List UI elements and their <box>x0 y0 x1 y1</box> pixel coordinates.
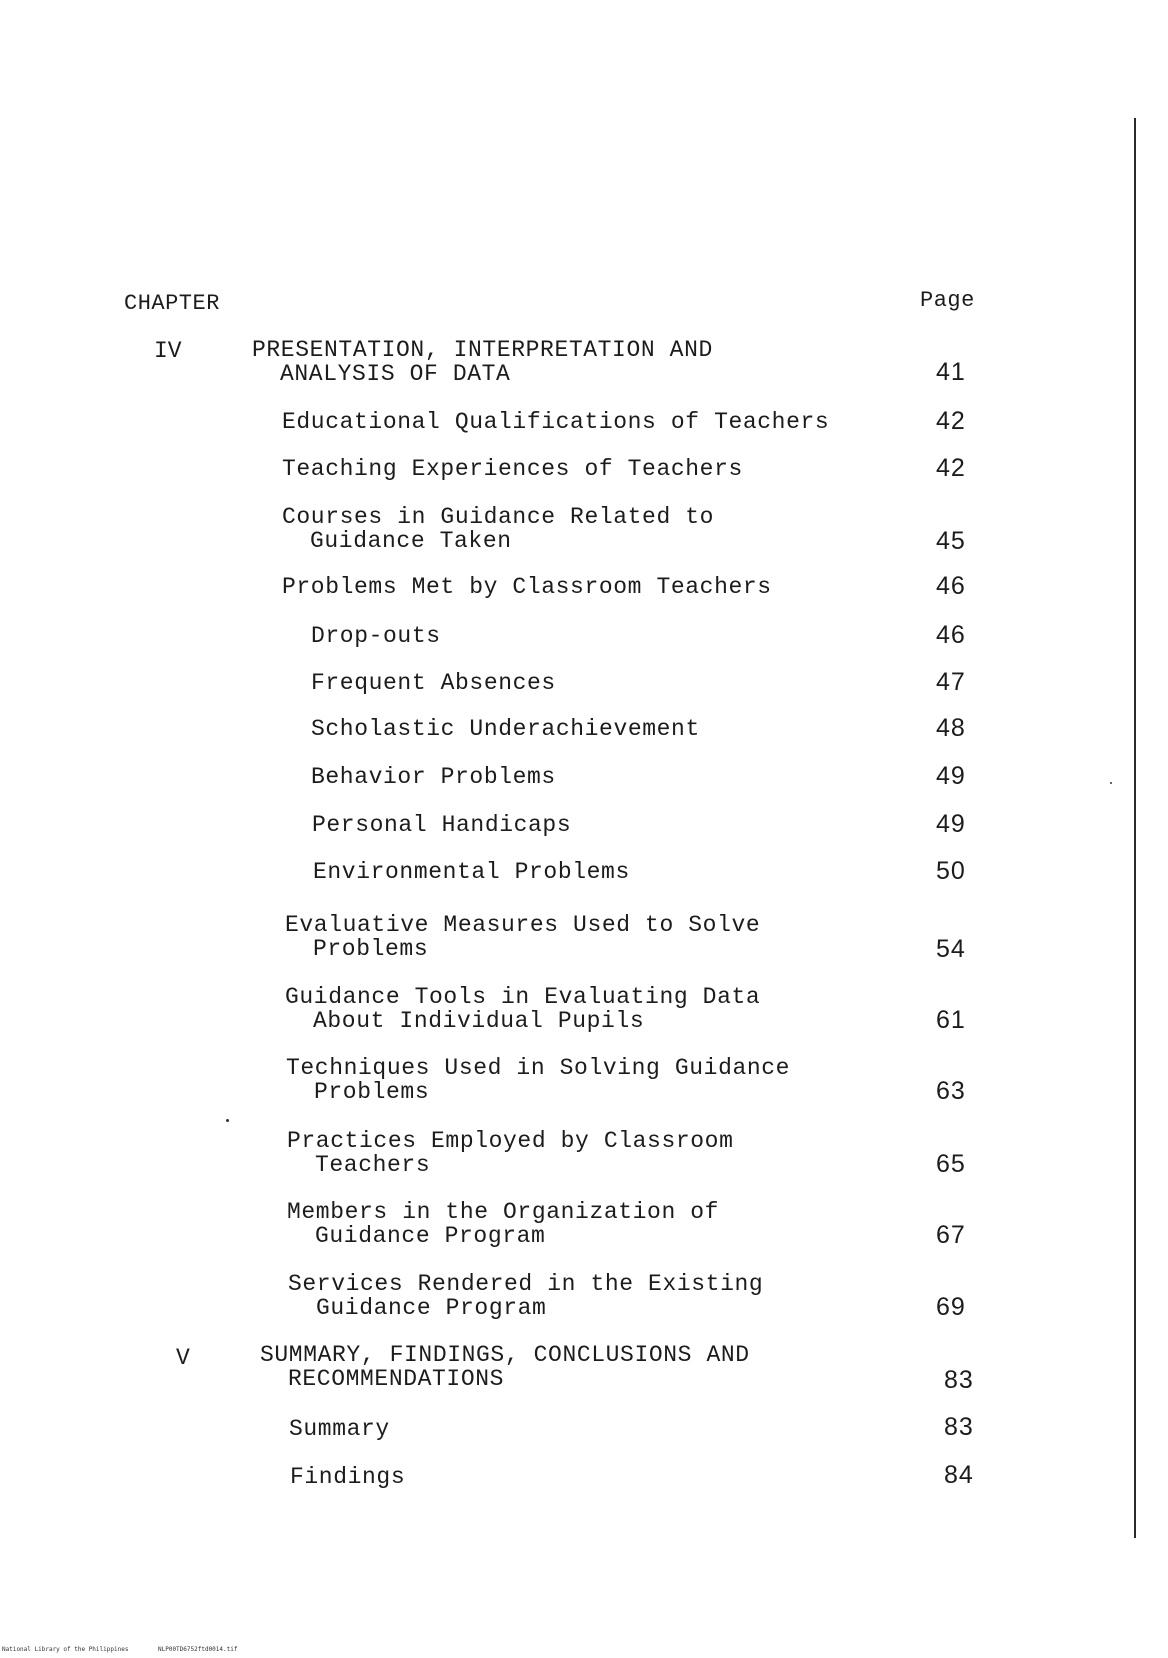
toc-entry-page: 65 <box>936 1150 966 1178</box>
toc-entry-title: Services Rendered in the Existing <box>288 1271 764 1297</box>
toc-entry-title: Teaching Experiences of Teachers <box>282 456 743 482</box>
toc-entry-page: 49 <box>936 762 966 790</box>
toc-entry-title: Findings <box>290 1464 406 1490</box>
toc-entry-page: 63 <box>936 1077 966 1105</box>
scan-footer-library: National Library of the Philippines <box>2 1646 129 1653</box>
scan-speck <box>226 1119 229 1122</box>
toc-entry-title: Summary <box>289 1416 390 1442</box>
toc-entry-page: 50 <box>936 857 966 885</box>
toc-entry-title: Personal Handicaps <box>312 812 572 838</box>
toc-entry-page: 61 <box>936 1006 966 1034</box>
toc-entry-title: Evaluative Measures Used to Solve <box>285 912 761 938</box>
chapter-title <box>252 338 713 386</box>
chapter-page-number: 41 <box>936 358 966 386</box>
toc-entry <box>285 985 760 1033</box>
toc-entry-title: Problems <box>314 1079 430 1105</box>
toc-entry-page: 46 <box>936 621 966 649</box>
toc-entry <box>282 410 829 434</box>
toc-entry-title: Frequent Absences <box>311 670 556 696</box>
chapter-title-line: ANALYSIS OF DATA <box>280 361 511 387</box>
chapter-title <box>260 1343 750 1391</box>
toc-entry-page: 42 <box>936 407 966 435</box>
toc-entry-title: Members in the Organization of <box>287 1199 720 1225</box>
chapter-page-number: 83 <box>944 1366 974 1394</box>
toc-entry <box>282 575 772 599</box>
toc-entry-title: Drop-outs <box>311 623 441 649</box>
toc-entry-page: 83 <box>944 1413 974 1441</box>
toc-subentry <box>311 717 700 741</box>
toc-subentry <box>311 624 441 648</box>
toc-entry-page: 45 <box>936 527 966 555</box>
scan-speck <box>1110 782 1112 784</box>
toc-subentry <box>311 671 556 695</box>
toc-entry <box>290 1465 405 1489</box>
toc-entry-title: Guidance Taken <box>310 528 512 554</box>
toc-subentry <box>312 813 571 837</box>
toc-entry <box>282 457 743 481</box>
toc-entry <box>286 1056 790 1104</box>
scan-footer-file: NLP00TD6752ftd0014.tif <box>158 1646 238 1653</box>
toc-subentry <box>313 860 630 884</box>
toc-entry-title: Teachers <box>315 1152 431 1178</box>
chapter-title-line: PRESENTATION, INTERPRETATION AND <box>252 337 713 363</box>
toc-entry-title: Behavior Problems <box>311 764 556 790</box>
toc-entry-title: Problems <box>313 936 429 962</box>
toc-entry-title: Guidance Program <box>315 1223 546 1249</box>
toc-entry-page: 67 <box>936 1221 966 1249</box>
toc-entry-title: Guidance Tools in Evaluating Data <box>285 984 761 1010</box>
toc-entry <box>287 1200 719 1248</box>
toc-entry-page: 48 <box>936 714 966 742</box>
toc-entry-title: Environmental Problems <box>313 859 630 885</box>
toc-entry-page: 84 <box>944 1461 974 1489</box>
toc-entry <box>282 505 714 553</box>
chapter-column-header: CHAPTER <box>124 291 220 316</box>
toc-entry-title: Techniques Used in Solving Guidance <box>286 1055 791 1081</box>
toc-entry-title: Guidance Program <box>316 1295 547 1321</box>
toc-entry <box>285 913 760 961</box>
toc-entry <box>288 1272 763 1320</box>
toc-entry-page: 54 <box>936 935 966 963</box>
toc-entry <box>287 1129 733 1177</box>
page-column-header: Page <box>920 288 975 313</box>
toc-entry-title: Practices Employed by Classroom <box>287 1128 734 1154</box>
toc-entry-title: Scholastic Underachievement <box>311 716 700 742</box>
chapter-title-line: RECOMMENDATIONS <box>288 1366 505 1392</box>
toc-entry-title: Courses in Guidance Related to <box>282 504 715 530</box>
chapter-number: IV <box>154 338 182 364</box>
toc-entry-title: Educational Qualifications of Teachers <box>282 409 830 435</box>
toc-entry-page: 46 <box>936 572 966 600</box>
chapter-number: V <box>176 1345 190 1371</box>
toc-entry-page: 69 <box>936 1293 966 1321</box>
toc-entry <box>289 1417 390 1441</box>
page-edge-rule <box>1134 118 1136 1538</box>
toc-entry-title: About Individual Pupils <box>313 1008 645 1034</box>
toc-entry-page: 42 <box>936 454 966 482</box>
toc-entry-page: 47 <box>936 668 966 696</box>
toc-subentry <box>311 765 556 789</box>
chapter-title-line: SUMMARY, FINDINGS, CONCLUSIONS AND <box>260 1342 750 1368</box>
toc-entry-title: Problems Met by Classroom Teachers <box>282 574 772 600</box>
toc-entry-page: 49 <box>936 810 966 838</box>
